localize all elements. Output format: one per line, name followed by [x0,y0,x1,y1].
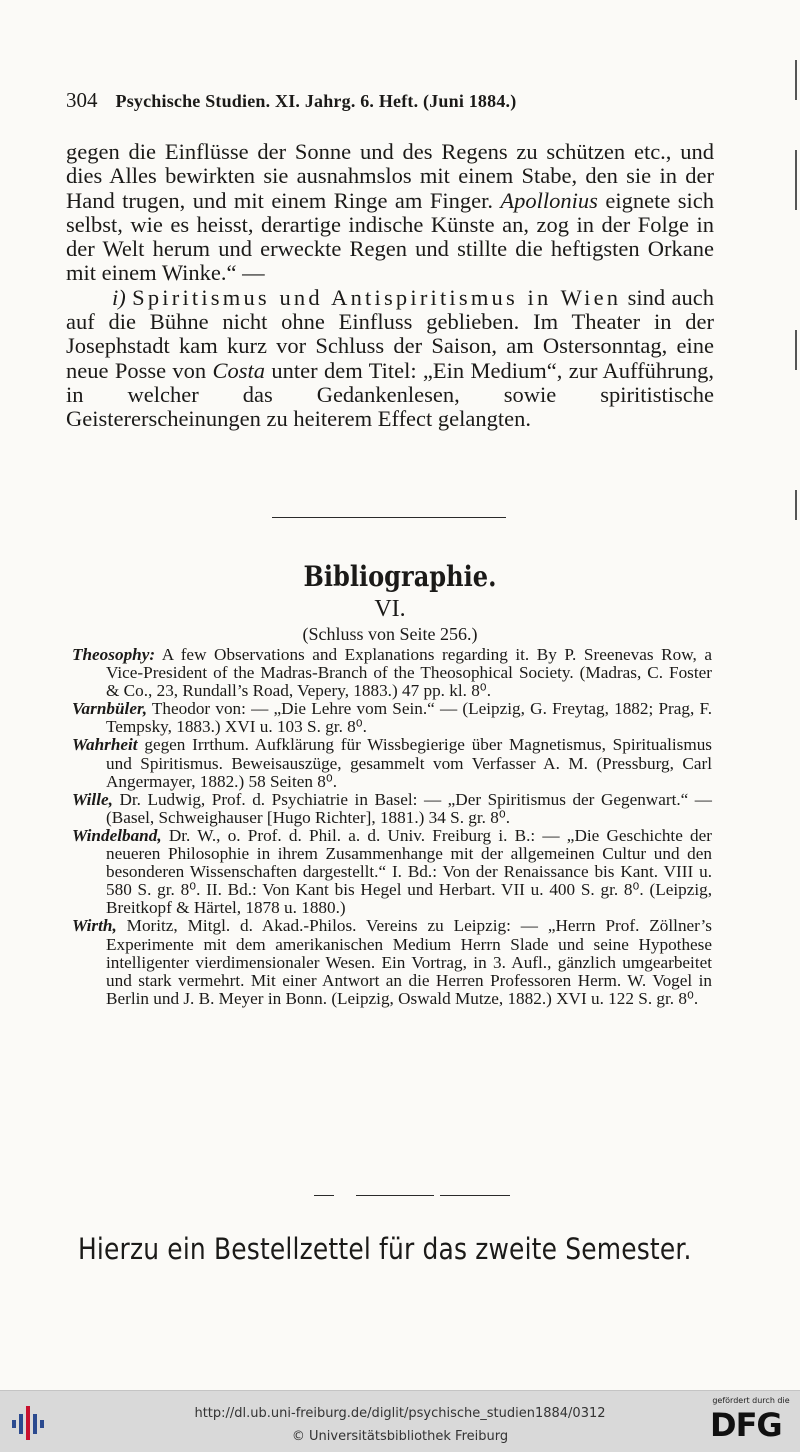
entry-text: A few Observations and Explanations regarding it. By P. Sreenevas Row, a Vice-President of the Madras-Branch of the Theosophical Society. (Madras, C. Foster & Co., 23, Rundall’s Road, Vepery, 1883.) 47 pp. kl. 8⁰. [106,645,712,701]
scan-edge-mark [795,60,797,100]
bibliography-entry [72,917,712,1007]
order-form-notice: Hierzu ein Bestellzettel für das zweite Semester. [78,1232,692,1266]
bibliography-entry [72,736,712,790]
paragraph-2-spaced-heading: Spiritismus und Antispiritismus in Wien [132,284,622,310]
paragraph-1 [66,140,714,286]
entry-text: Dr. W., o. Prof. d. Phil. a. d. Univ. Freiburg i. B.: — „Die Geschichte der neueren Philosophie in ihrem Zusammenhange mit der allgemeinen Cultur und den besonderen Wissenschaften dargestellt.“ I. Bd.: Von der Renaissance bis Kant. VIII u. 580 S. gr. 8⁰. II. Bd.: Von Kant bis Hegel und Herbart. VII u. 400 S. gr. 8⁰. (Leipzig, Breitkopf & Härtel, 1878 u. 1880.) [106,825,712,918]
divider-dash [314,1195,334,1196]
scan-edge-mark [795,330,797,370]
divider-dash [440,1195,510,1196]
copyright-notice: © Universitätsbibliothek Freiburg [291,1429,509,1444]
bibliography-entry [72,791,712,827]
dfg-logo-text: DFG [710,1406,782,1444]
dfg-logo [706,1396,796,1446]
bibliography-title: Bibliographie. [303,560,497,593]
bibliography-entries [72,646,712,1008]
entry-author: Windelband, [72,825,162,845]
bibliography-entry [72,700,712,736]
scan-edge-mark [795,490,797,520]
bibliography-subtitle: (Schluss von Seite 256.) [302,624,478,644]
paragraph-1-text-a: gegen die Einflüsse der Sonne und des Regens zu schützen etc., und dies Alles bewirkten sie ausnahmslos mit einem Stabe, den sie in der Hand trugen, und mit einem Ringe am Finger. [66,139,714,213]
entry-text: gegen Irrthum. Aufklärung für Wissbegierige über Magnetismus, Spiritualismus und Spiritismus. Beweisauszüge, gesammelt vom Verfasser A. M. (Pressburg, Carl Angermayer, 1882.) 58 Seiten 8⁰. [106,735,712,791]
paragraph-2 [66,286,714,432]
paragraph-2-emphasis: Costa [212,357,266,383]
body-text [66,140,714,432]
entry-author: Theosophy: [72,645,156,664]
paragraph-2-marker: i) [112,284,126,310]
divider-dash [356,1195,434,1196]
entry-author: Wirth, [72,916,117,936]
bibliography-part: VI. [374,596,406,622]
scan-edge-mark [795,150,797,210]
entry-text: Moritz, Mitgl. d. Akad.-Philos. Vereins zu Leipzig: — „Herrn Prof. Zöllner’s Experimente mit dem amerikanischen Medium Herrn Slade und seine Hypothese intelligenter vierdimensionaler Wesen. Ein Vortrag, in 3. Aufl., gänzlich umgearbeitet und stark vermehrt. Mit einer Antwort an die Herren Professoren Herm. W. Vogel in Berlin und J. B. Meyer in Bonn. (Leipzig, Oswald Mutze, 1882.) XVI u. 122 S. gr. 8⁰. [106,916,712,1008]
entry-text: Theodor von: — „Die Lehre vom Sein.“ — (Leipzig, G. Freytag, 1882; Prag, F. Tempsky, 1883.) XVI u. 103 S. gr. 8⁰. [106,699,712,737]
bibliography-entry [72,646,712,700]
entry-author: Wille, [72,789,113,809]
entry-author: Wahrheit [72,735,138,755]
running-title: Psychische Studien. XI. Jahrg. 6. Heft. (Juni 1884.) [115,91,517,111]
bibliography-entry [72,827,712,917]
section-divider [272,517,506,518]
running-header [66,88,706,113]
dfg-caption: gefördert durch die [712,1396,790,1405]
paragraph-2-text-b: unter dem Titel: „Ein Medium“, zur Aufführung, in welcher das Gedankenlesen, sowie spiritistische Geistererscheinungen zu heiterem Effect gelangten. [66,357,714,432]
paragraph-2-text-a: sind auch auf die Bühne nicht ohne Einfluss geblieben. Im Theater in der Josephstadt kam kurz vor Schluss der Saison, am Ostersonntag, eine neue Posse von [66,284,714,383]
paragraph-1-text-b: eignete sich selbst, wie es heisst, derartige indische Künste an, zog in der Folge in der Welt herum und erweckte Regen und stillte die heftigsten Orkane mit einem Winke.“ — [66,187,714,286]
page-number: 304 [66,88,98,112]
entry-author: Varnbüler, [72,699,147,719]
entry-text: Dr. Ludwig, Prof. d. Psychiatrie in Basel: — „Der Spiritismus der Gegenwart.“ — (Basel, Schweighauser [Hugo Richter], 1881.) 34 S. gr. 8⁰. [106,789,712,827]
document-url-link[interactable]: http://dl.ub.uni-freiburg.de/diglit/psychische_studien1884/0312 [194,1406,606,1421]
paragraph-1-emphasis: Apollonius [500,187,598,213]
